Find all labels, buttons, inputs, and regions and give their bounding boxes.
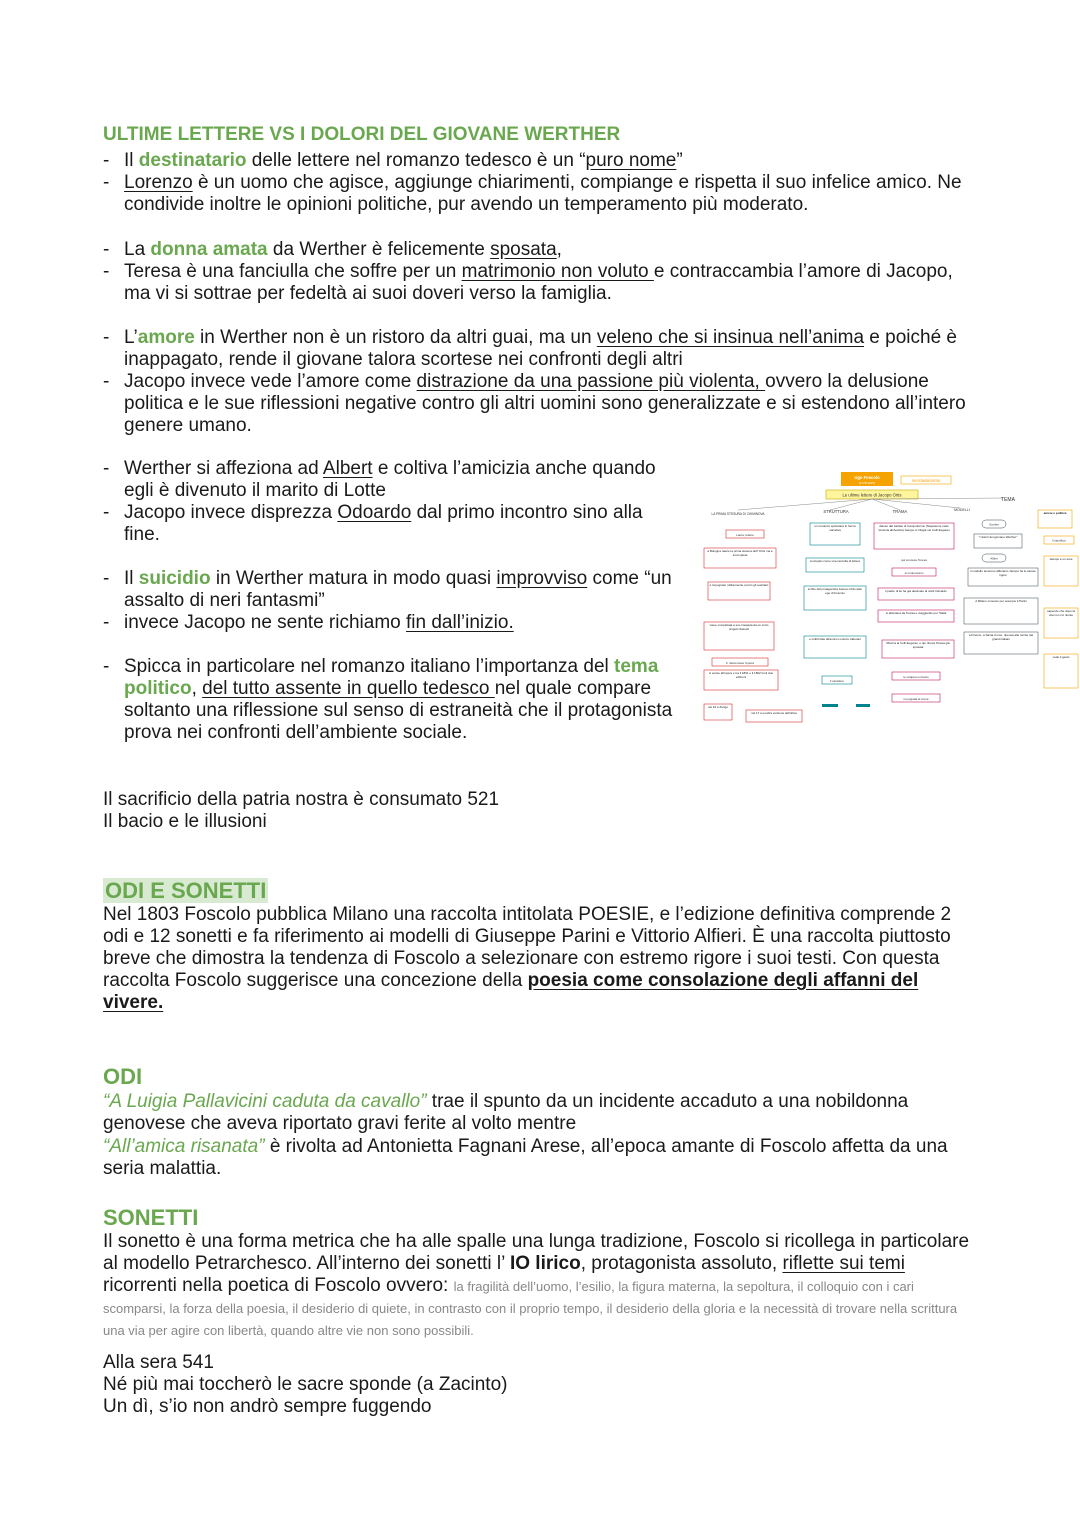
mindmap-text: il padre di lei ha già destinato al nobil Odoardo [885, 589, 947, 593]
list-item: - Lorenzo è un uomo che agisce, aggiunge chiarimenti, compiange e rispetta il suo infelice amico. Ne condivide inoltre le opinioni politiche, pur avendo un temperamento più moderato. [103, 172, 983, 216]
list-item: - invece Jacopo ne sente richiamo fin dall’inizio. [103, 612, 683, 634]
mindmap-neo: neoclassicismo [911, 478, 941, 483]
mindmap-text: vede il gesto [1052, 655, 1070, 659]
odi-paragraph-2: “All’amica risanata” è rivolta ad Antonietta Fagnani Arese, all’epoca amante di Foscolo affetta da una seria malattia. [103, 1136, 948, 1179]
mindmap-text: scritte dal protagonista Jacopo Ortis alter ego di Foscolo [807, 587, 863, 595]
list-item: - Jacopo invece vede l’amore come distrazione da una passione più violenta, ovvero la delusione politica e le sue riflessioni negative contro gli altri uomini sono generalizzate e si estendono all’intero genere umano. [103, 371, 993, 437]
list-item: - Teresa è una fanciulla che soffre per un matrimonio non voluto e contraccambia l’amore di Jacopo, ma vi si sottrae per fedeltà ai suoi doveri verso la famiglia. [103, 261, 983, 305]
mindmap-text: e indirizzate all'amico Lorenzo Alderani [809, 637, 861, 641]
reference-list-1 [103, 789, 499, 833]
mindmap-text: Ritorna ai Colli Euganei, e qui ritrova Teresa già sposata [886, 641, 950, 649]
mindmap-text: il modello amoroso alfieriano Jacopo ha le stesse rigore [970, 569, 1036, 577]
mindmap-text: il carattere [829, 679, 845, 683]
reference-list-2 [103, 1352, 507, 1418]
mindmap-text: Laura, lettere [736, 533, 754, 537]
list-item: - La donna amata da Werther è felicemente sposata, [103, 239, 983, 261]
bullet-list-3 [103, 327, 993, 437]
reference-line: Il sacrificio della patria nostra è consumato 521 [103, 789, 500, 810]
mindmap-col-5: TEMA [1001, 497, 1015, 503]
mindmap-text: un romanzo epistolare in forma narrativa [814, 524, 856, 532]
mindmap-text: concepito come una raccolta di lettere [809, 559, 861, 563]
mindmap-text: deluso dal trattato di Campoformio (Napoleone cede Venezia all'Austria) Jacopo si rifugia nei Colli Euganei [878, 524, 950, 532]
mindmap-work: Le ultime lettere di Jacopo Ortis [842, 492, 902, 498]
section-title-werther: ULTIME LETTERE VS I DOLORI DEL GIOVANE WERTHER [103, 124, 621, 145]
reference-line: Il bacio e le illusioni [103, 811, 267, 832]
mindmap-text: a Bologna nasce la prima stesura dell' Ortis ma è incompleta [707, 549, 773, 557]
odi-sonetti-paragraph: Nel 1803 Foscolo pubblica Milano una raccolta intitolata POESIE, e l’edizione definitiva comprende 2 odi e 12 sonetti e fa riferimento ai modelli di Giuseppe Parini e Vittorio Alfieri. È una raccolta piuttosto breve che dimostra la tendenza di Foscolo a selezionare con estremo rigore i suoi testi. Con questa raccolta Foscolo suggerisce una concezione della poesia come consolazione degli affanni del vivere. [103, 904, 952, 1013]
sonetti-paragraph: Il sonetto è una forma metrica che ha alle spalle una lunga tradizione, Foscolo si ricollega in particolare al modello Petrarchesco. All’interno dei sonetti l’ IO lirico, protagonista assoluto, riflette sui temi ricorrenti nella poetica di Foscolo ovvero: la fragilità dell’uomo, l’esilio, la figura materna, la sepoltura, il colloquio con i cari scomparsi, la forza della poesia, il desiderio di quiete, in contrasto con il proprio tempo, il desiderio della gloria e la necessità di trovare nella scrittura una via per agire con libertà, quando altre vie non sono possibili. [103, 1231, 970, 1338]
mindmap-text: "I dolori del giovane Werther" [978, 535, 1018, 539]
reference-line: Un dì, s’io non andrò sempre fuggendo [103, 1396, 432, 1417]
mindmap-text: si pugnala al cuore [903, 697, 929, 701]
odi-paragraph-1: “A Luigia Pallavicini caduta da cavallo” trae il spunto da un incidente accaduto a una nobildonna genovese che aveva riportato gravi ferite al volto mentre [103, 1091, 909, 1134]
mindmap-leaf [856, 704, 870, 707]
list-item: - Spicca in particolare nel romanzo italiano l’importanza del tema politico, del tutto assente in quello tedesco nel quale compare soltanto una riflessione sul senso di estraneità che il protagonista prova nei confronti dell’ambiente sociale. [103, 656, 683, 744]
mindmap-text: sapendo che dopo la vita non c'è niente [1047, 609, 1075, 617]
mindmap-text: A Milano conosce per esempio il Parini [975, 599, 1027, 603]
mindmap-text: è impugnato militarmente contro gli austriaci [709, 583, 769, 587]
list-item: - L’amore in Werther non è un ristoro da altri guai, ma un veleno che si insinua nell’anima e poiché è inappagato, rende il giovane talora scortese nei confronti degli altri [103, 327, 993, 371]
mindmap-center-sub: (1778-1827) [858, 481, 876, 485]
reference-line: Né più mai toccherò le sacre sponde (a Zacinto) [103, 1374, 508, 1395]
bullet-list-6 [103, 656, 683, 744]
section-title-sonetti: SONETTI [103, 1205, 199, 1230]
mindmap-center: Ugo Foscolo [854, 475, 880, 480]
list-item: - Werther si affeziona ad Albert e coltiva l’amicizia anche quando egli è divenuto il marito di Lotte [103, 458, 673, 502]
mindmap-text: viene completata a suo insaputa da un certo Angelo Sassoli [709, 623, 769, 631]
mindmap-leaf [822, 704, 838, 707]
mindmap-text: il sacrificio [1052, 538, 1066, 543]
mindmap-text: qui conosce Teresa [901, 558, 927, 562]
list-item: - Il destinatario delle lettere nel romanzo tedesco è un “puro nome” [103, 150, 983, 172]
mindmap-text: Alfieri [990, 556, 998, 561]
bullet-list-5 [103, 568, 683, 634]
mindmap-text: amore e politica [1043, 511, 1067, 515]
mindmap-col-1: LA PRIMA STESURA DI CHIMINOVA [711, 512, 765, 516]
mindmap-text: nel 17 a Londra versione definitiva [751, 711, 797, 715]
mindmap-text: si innamorano [904, 571, 924, 575]
mindmap-text: le strappa un bacio [903, 675, 929, 679]
mindmap-col-3: TRAMA [892, 509, 908, 514]
list-item: - Jacopo invece disprezza Odoardo dal primo incontro sino alla fine. [103, 502, 673, 546]
mindmap-text: Goethe [989, 522, 999, 527]
bullet-list-4 [103, 458, 673, 546]
mindmap-text: F. disconosce l'opera [726, 661, 754, 665]
mindmap-text: nel 16 a Zurigo [707, 705, 728, 709]
mindmap-col-2: STRUTTURA [823, 509, 849, 514]
mindmap-text: Jacopo è un eroe [1049, 557, 1073, 561]
bullet-list-1 [103, 150, 983, 216]
mindmap-text: si allontana da Teresa e viaggiando per l'Italia [885, 611, 947, 615]
bullet-list-2 [103, 239, 983, 305]
mindmap-text: si emise all'opera e tra il 1801 e il 1802 fonti due edizioni [708, 671, 774, 679]
list-item: - Il suicidio in Werther matura in modo quasi improvviso come “un assalto di neri fantasmi” [103, 568, 683, 612]
reference-line: Alla sera 541 [103, 1352, 214, 1373]
foscolo-mind-map [698, 468, 1080, 738]
section-title-odi: ODI [103, 1064, 143, 1089]
mindmap-text: a Firenze, a Santa Croce, ripensa alle tombe dei grandi italiani [968, 633, 1034, 641]
section-title-odi-sonetti: ODI E SONETTI [105, 878, 267, 903]
mindmap-col-4: MODELLI [954, 508, 970, 512]
